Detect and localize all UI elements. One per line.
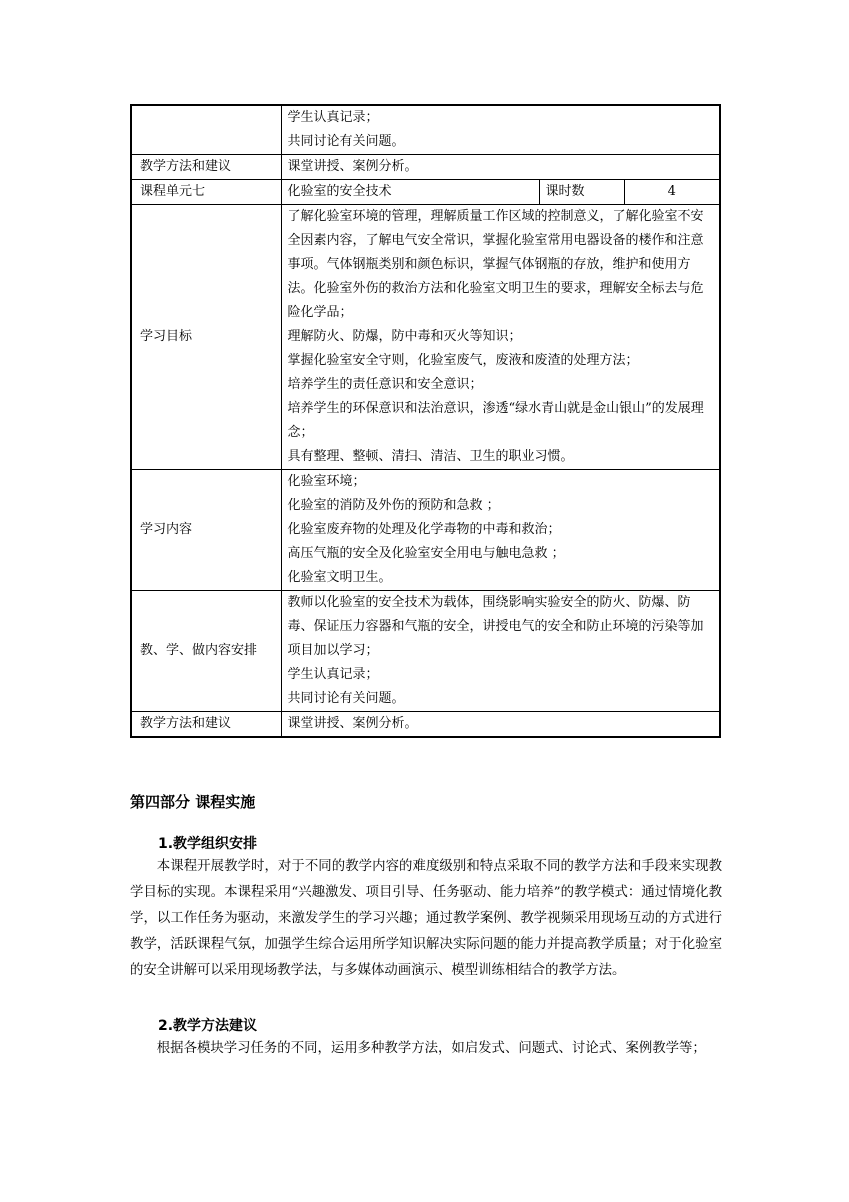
method-label: 教学方法和建议: [131, 712, 281, 738]
hours-label: 课时数: [539, 180, 624, 205]
arrangement-line-2: 共同讨论有关问题。: [287, 691, 405, 706]
table-row-content: [131, 470, 720, 591]
table-row-unit: [131, 180, 720, 205]
prev-method-value: 课堂讲授、案例分析。: [281, 155, 720, 180]
prev-content-line-2: 共同讨论有关问题。: [287, 134, 405, 149]
prev-method-label: 教学方法和建议: [131, 155, 281, 180]
table-row-arrangement: [131, 591, 720, 712]
arrangement-label: 教、学、做内容安排: [131, 591, 281, 712]
section-title: 第四部分 课程实施: [130, 793, 256, 811]
method-value: 课堂讲授、案例分析。: [281, 712, 720, 738]
objectives-line-5: 具有整理、整顿、清扫、清洁、卫生的职业习惯。: [287, 449, 574, 464]
content-label: 学习内容: [131, 470, 281, 591]
objectives-label: 学习目标: [131, 205, 281, 470]
prev-label-cell: [131, 105, 281, 155]
content-line-2: 化验室的消防及外伤的预防和急救 ；: [287, 498, 500, 513]
unit-name: 化验室的安全技术: [281, 180, 539, 205]
prev-content-cell: [281, 105, 720, 155]
arrangement-paragraph: 教师以化验室的安全技术为载体，围绕影响实验安全的防火、防爆、防毒、保证压力容器和气瓶的安全，讲授电气的安全和防止环境的污染等加项目加以学习；: [287, 595, 704, 658]
table-row-prev-content: [131, 105, 720, 155]
unit-label: 课程单元七: [131, 180, 281, 205]
objectives-line-3: 培养学生的责任意识和安全意识；: [287, 377, 483, 392]
prev-content-line-1: 学生认真记录；: [287, 110, 379, 125]
table-row-prev-method: [131, 155, 720, 180]
objectives-line-2: 掌握化验室安全守则，化验室废气，废液和废渣的处理方法；: [287, 353, 639, 368]
arrangement-cell: [281, 591, 720, 712]
objectives-paragraph: 了解化验室环境的管理，理解质量工作区域的控制意义，了解化验室不安全因素内容，了解电气安全常识，掌握化验室常用电器设备的楼作和注意事项。气体钢瓶类别和颜色标识，掌握气体钢瓶的存放，维护和使用方法。化验室外伤的救治方法和化验室文明卫生的要求，理解安全标去与危险化学品；: [287, 209, 704, 320]
arrangement-line-1: 学生认真记录；: [287, 667, 379, 682]
course-unit-table: [130, 104, 721, 738]
objectives-cell: [281, 205, 720, 470]
subsection-1-title: 1.教学组织安排: [158, 836, 258, 852]
content-line-1: 化验室环境；: [287, 474, 366, 489]
table-row-method: [131, 712, 720, 738]
subsection-1-text: 本课程开展教学时，对于不同的教学内容的难度级别和特点采取不同的教学方法和手段来实现教学目标的实现。本课程采用“兴趣激发、项目引导、任务驱动、能力培养”的教学模式：通过情境化教学，以工作任务为驱动，来激发学生的学习兴趣；通过教学案例、教学视频采用现场互动的方式进行教学，活跃课程气氛，加强学生综合运用所学知识解决实际问题的能力并提高教学质量；对于化验室的安全讲解可以采用现场教学法，与多媒体动画演示、模型训练相结合的教学方法。: [130, 859, 722, 978]
content-cell: [281, 470, 720, 591]
table-row-objectives: [131, 205, 720, 470]
content-line-5: 化验室文明卫生。: [287, 570, 392, 585]
hours-value: 4: [624, 180, 720, 205]
subsection-2-text: 根据各模块学习任务的不同，运用多种教学方法，如启发式、问题式、讨论式、案例教学等；: [156, 1041, 706, 1056]
subsection-2-title: 2.教学方法建议: [158, 1018, 258, 1034]
objectives-line-1: 理解防火、防爆，防中毒和灭火等知识；: [287, 329, 522, 344]
objectives-line-4: 培养学生的环保意识和法治意识，渗透“绿水青山就是金山银山”的发展理念；: [287, 401, 704, 440]
content-line-3: 化验室废弃物的处理及化学毒物的中毒和救治；: [287, 522, 561, 537]
content-line-4: 高压气瓶的安全及化验室安全用电与触电急救 ；: [287, 546, 565, 561]
